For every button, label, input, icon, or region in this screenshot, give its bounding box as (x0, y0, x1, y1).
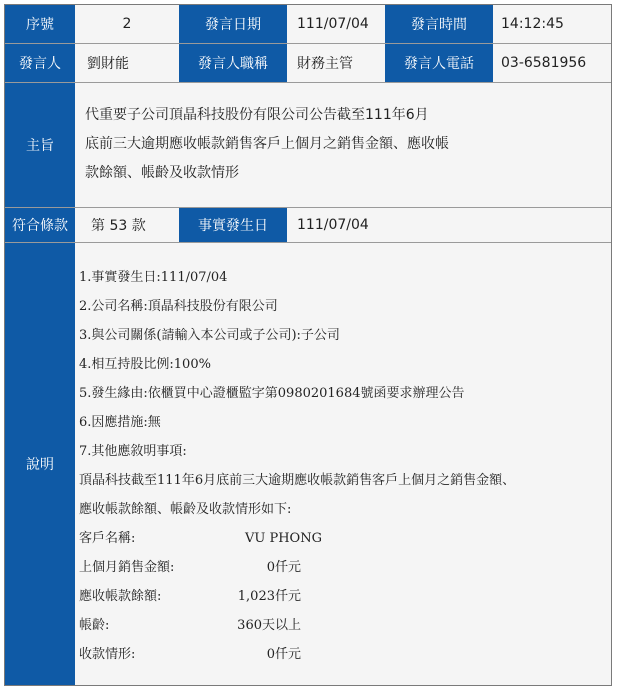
speaker-label: 發言人 (5, 44, 75, 82)
announcement-table (4, 4, 612, 686)
phone-label: 發言人電話 (385, 44, 493, 82)
subject-line: 款餘額、帳齡及收款情形 (85, 165, 239, 181)
detail-value: 0仟元 (266, 647, 301, 662)
row-divider (5, 242, 611, 243)
clause-label: 符合條款 (5, 208, 75, 242)
title-label: 發言人職稱 (179, 44, 287, 82)
time-label: 發言時間 (385, 5, 493, 43)
detail-value: 360天以上 (237, 618, 301, 633)
seq-value: 2 (75, 5, 179, 43)
description-line: 1.事實發生日:111/07/04 (79, 270, 228, 285)
row-divider (5, 82, 611, 83)
detail-label: 收款情形: (79, 647, 136, 662)
description-text (75, 243, 611, 685)
phone-value: 03-6581956 (493, 44, 611, 82)
date-value: 111/07/04 (287, 5, 385, 43)
subject-line: 代重要子公司頂晶科技股份有限公司公告截至111年6月 (85, 107, 429, 123)
description-line: 4.相互持股比例:100% (79, 357, 211, 372)
subject-text (75, 83, 611, 207)
time-value: 14:12:45 (493, 5, 611, 43)
detail-row (79, 553, 611, 582)
title-value: 財務主管 (287, 44, 385, 82)
customer-row (79, 524, 611, 553)
seq-label: 序號 (5, 5, 75, 43)
detail-row (79, 611, 611, 640)
description-line: 7.其他應敘明事項: (79, 444, 187, 459)
description-line: 頂晶科技截至111年6月底前三大逾期應收帳款銷售客戶上個月之銷售金額、 (79, 473, 516, 488)
subject-label: 主旨 (5, 83, 75, 207)
event-date-value: 111/07/04 (287, 208, 611, 242)
detail-label: 帳齡: (79, 618, 110, 633)
event-date-label: 事實發生日 (179, 208, 287, 242)
description-line: 應收帳款餘額、帳齡及收款情形如下: (79, 502, 292, 517)
description-line: 6.因應措施:無 (79, 415, 161, 430)
row-divider (5, 43, 611, 44)
detail-label: 上個月銷售金額: (79, 560, 175, 575)
detail-value: 1,023仟元 (237, 589, 301, 604)
detail-label: 應收帳款餘額: (79, 589, 162, 604)
customer-value: VU PHONG (245, 531, 322, 546)
date-label: 發言日期 (179, 5, 287, 43)
description-label: 說明 (5, 243, 75, 685)
description-line: 2.公司名稱:頂晶科技股份有限公司 (79, 299, 278, 314)
speaker-value: 劉財能 (75, 44, 179, 82)
detail-row (79, 640, 611, 669)
subject-line: 底前三大逾期應收帳款銷售客戶上個月之銷售金額、應收帳 (85, 136, 449, 152)
detail-value: 0仟元 (266, 560, 301, 575)
description-line: 5.發生緣由:依櫃買中心證櫃監字第0980201684號函要求辦理公告 (79, 386, 465, 401)
detail-row (79, 582, 611, 611)
description-line: 3.與公司關係(請輸入本公司或子公司):子公司 (79, 328, 340, 343)
customer-label: 客戶名稱: (79, 531, 136, 546)
clause-value: 第 53 款 (75, 208, 179, 242)
row-divider (5, 207, 611, 208)
